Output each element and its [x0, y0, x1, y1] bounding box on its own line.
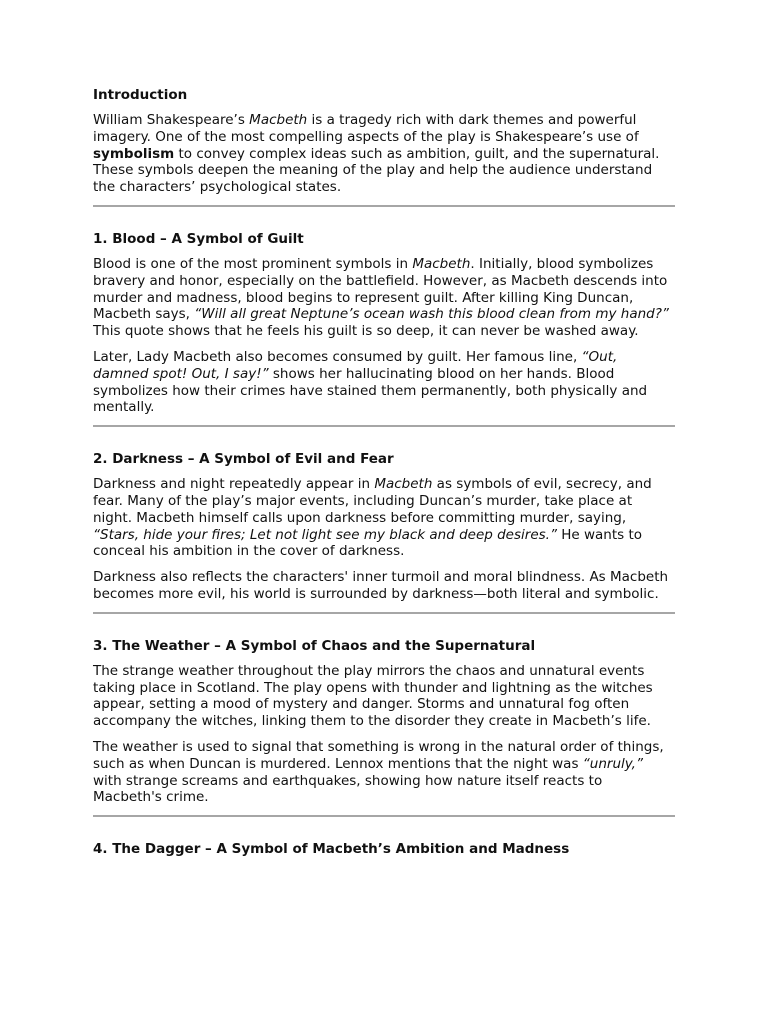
intro-heading: Introduction — [93, 87, 188, 103]
section-divider — [93, 205, 675, 207]
blood-paragraph-1: Blood is one of the most prominent symbols in Macbeth. Initially, blood symbolizes bravery and honor, especially on the battlefield. However, as Macbeth descends into murder and madness, blood begins to represent guilt. After killing King Duncan, Macbeth says, “Will all great Neptune’s ocean wash this blood clean from my hand?” This quote shows that he feels his guilt is so deep, it can never be washed away. — [93, 255, 669, 340]
dagger-heading: 4. The Dagger – A Symbol of Macbeth’s Ambition and Madness — [93, 841, 570, 858]
weather-heading: 3. The Weather – A Symbol of Chaos and the Supernatural — [93, 637, 536, 654]
darkness-paragraph-1: Darkness and night repeatedly appear in Macbeth as symbols of evil, secrecy, and fear. Many of the play’s major events, including Duncan’s murder, take place at night. Macbeth himself calls upon darkness before committing murder, saying, “Stars, hide your fires; Let not light see my black and deep desires.” He wants to conceal his ambition in the cover of darkness. — [93, 476, 652, 560]
weather-paragraph-1: The strange weather throughout the play mirrors the chaos and unnatural events taking place in Scotland. The play opens with thunder and lightning as the witches appear, setting a mood of mystery and danger. Storms and unnatural fog often accompany the witches, linking them to the disorder they create in Macbeth’s life. — [93, 662, 653, 730]
section-divider — [93, 612, 675, 614]
blood-paragraph-2: Later, Lady Macbeth also becomes consumed by guilt. Her famous line, “Out, damned spot! Out, I say!” shows her hallucinating blood on her hands. Blood symbolizes how their crimes have stained them permanently, both physically and mentally. — [93, 348, 648, 416]
blood-heading: 1. Blood – A Symbol of Guilt — [93, 230, 304, 247]
intro-paragraph: William Shakespeare’s Macbeth is a tragedy rich with dark themes and powerful imagery. One of the most compelling aspects of the play is Shakespeare’s use of symbolism to convey complex ideas such as ambition, guilt, and the supernatural. These symbols deepen the meaning of the play and help the audience understand the characters’ psychological states. — [93, 112, 660, 196]
document-body — [93, 86, 675, 866]
darkness-heading: 2. Darkness – A Symbol of Evil and Fear — [93, 451, 394, 468]
darkness-paragraph-2: Darkness also reflects the characters' inner turmoil and moral blindness. As Macbeth becomes more evil, his world is surrounded by darkness—both literal and symbolic. — [93, 569, 669, 602]
weather-paragraph-2: The weather is used to signal that something is wrong in the natural order of things, such as when Duncan is murdered. Lennox mentions that the night was “unruly,” with strange screams and earthquakes, showing how nature itself reacts to Macbeth's crime. — [93, 738, 664, 806]
section-divider — [93, 815, 675, 817]
section-divider — [93, 425, 675, 427]
